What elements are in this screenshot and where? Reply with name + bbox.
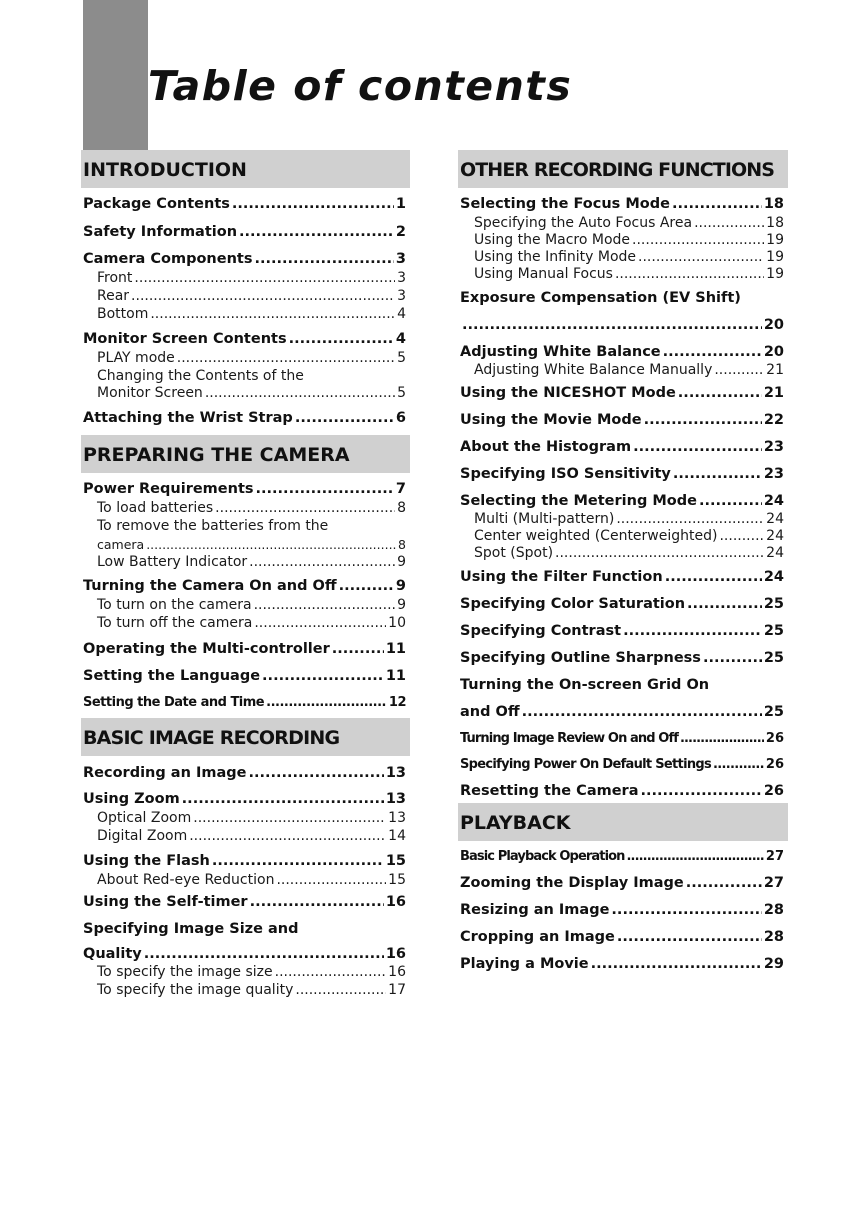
toc-entry-focus-mode[interactable]: Selecting the Focus Mode ..... 18 bbox=[458, 196, 788, 212]
toc-entry-remove-batteries-line1: To remove the batteries from the bbox=[97, 518, 329, 534]
toc-entry-white-balance-manual[interactable]: Adjusting White Balance Manually ..... 21 bbox=[458, 362, 788, 378]
toc-entry-macro-mode[interactable]: Using the Macro Mode ..... 19 bbox=[458, 232, 788, 248]
toc-entry-movie-mode[interactable]: Using the Movie Mode ..... 22 bbox=[458, 412, 788, 428]
toc-entry-center-weighted[interactable]: Center weighted (Centerweighted) ..... 24 bbox=[458, 528, 788, 544]
toc-entry-infinity-mode[interactable]: Using the Infinity Mode ..... 19 bbox=[458, 249, 788, 265]
toc-entry-playing-movie[interactable]: Playing a Movie ..... 29 bbox=[458, 956, 788, 972]
toc-entry-power-requirements[interactable]: Power Requirements ..... 7 bbox=[81, 481, 410, 497]
toc-entry-white-balance[interactable]: Adjusting White Balance ..... 20 bbox=[458, 344, 788, 360]
toc-entry-setting-date-time[interactable]: Setting the Date and Time ..... 12 bbox=[81, 695, 410, 710]
toc-entry-changing-contents-line1: Changing the Contents of the bbox=[97, 368, 304, 384]
section-header-basic: BASIC IMAGE RECORDING bbox=[81, 718, 410, 756]
toc-entry-grid[interactable]: and Off ..... 25 bbox=[458, 704, 788, 720]
toc-entry-using-zoom[interactable]: Using Zoom ..... 13 bbox=[81, 791, 410, 807]
toc-entry-self-timer[interactable]: Using the Self-timer ..... 16 bbox=[81, 894, 410, 910]
toc-entry-basic-playback[interactable]: Basic Playback Operation ..... 27 bbox=[458, 849, 788, 864]
toc-entry-histogram[interactable]: About the Histogram ..... 23 bbox=[458, 439, 788, 455]
toc-entry-power-on-default[interactable]: Specifying Power On Default Settings ..... 26 bbox=[458, 757, 788, 772]
toc-entry-resetting[interactable]: Resetting the Camera ..... 26 bbox=[458, 783, 788, 799]
section-header-other: OTHER RECORDING FUNCTIONS bbox=[458, 150, 788, 188]
gray-page-tab bbox=[83, 0, 148, 150]
toc-entry-attaching-wrist-strap[interactable]: Attaching the Wrist Strap ..... 6 bbox=[81, 410, 410, 426]
toc-entry-low-battery[interactable]: Low Battery Indicator ..... 9 bbox=[81, 554, 410, 570]
toc-entry-turning-on-off[interactable]: Turning the Camera On and Off ..... 9 bbox=[81, 578, 410, 594]
toc-entry-remove-batteries[interactable]: camera ..... 8 bbox=[81, 537, 410, 552]
toc-entry-turn-off[interactable]: To turn off the camera ..... 10 bbox=[81, 615, 410, 631]
section-header-preparing: PREPARING THE CAMERA bbox=[81, 435, 410, 473]
section-header-introduction: INTRODUCTION bbox=[81, 150, 410, 188]
toc-left-column bbox=[81, 150, 410, 998]
toc-entry-outline-sharpness[interactable]: Specifying Outline Sharpness ..... 25 bbox=[458, 650, 788, 666]
toc-entry-iso[interactable]: Specifying ISO Sensitivity ..... 23 bbox=[458, 466, 788, 482]
toc-entry-image-size-line1: Specifying Image Size and bbox=[83, 921, 299, 937]
toc-entry-monitor-screen[interactable]: Monitor Screen ..... 5 bbox=[81, 385, 410, 401]
toc-entry-color-saturation[interactable]: Specifying Color Saturation ..... 25 bbox=[458, 596, 788, 612]
toc-entry-setting-language[interactable]: Setting the Language ..... 11 bbox=[81, 668, 410, 684]
toc-right-column bbox=[458, 150, 788, 972]
toc-entry-exposure[interactable]: ..... 20 bbox=[458, 317, 788, 333]
section-header-playback: PLAYBACK bbox=[458, 803, 788, 841]
toc-entry-front[interactable]: Front ..... 3 bbox=[81, 270, 410, 286]
page-title: Table of contents bbox=[148, 62, 573, 110]
toc-entry-camera-components[interactable]: Camera Components ..... 3 bbox=[81, 251, 410, 267]
toc-entry-exposure-line1: Exposure Compensation (EV Shift) bbox=[460, 290, 741, 306]
toc-entry-spot[interactable]: Spot (Spot) ..... 24 bbox=[458, 545, 788, 561]
toc-entry-specify-quality[interactable]: To specify the image quality ..... 17 bbox=[81, 982, 410, 998]
toc-entry-filter-function[interactable]: Using the Filter Function ..... 24 bbox=[458, 569, 788, 585]
toc-entry-image-review[interactable]: Turning Image Review On and Off ..... 26 bbox=[458, 731, 788, 746]
toc-entry-package-contents[interactable]: Package Contents ..... 1 bbox=[81, 196, 410, 212]
toc-entry-load-batteries[interactable]: To load batteries ..... 8 bbox=[81, 500, 410, 516]
toc-entry-specify-size[interactable]: To specify the image size ..... 16 bbox=[81, 964, 410, 980]
toc-entry-resizing[interactable]: Resizing an Image ..... 28 bbox=[458, 902, 788, 918]
toc-entry-metering-mode[interactable]: Selecting the Metering Mode ..... 24 bbox=[458, 493, 788, 509]
toc-entry-red-eye[interactable]: About Red-eye Reduction ..... 15 bbox=[81, 872, 410, 888]
toc-entry-zooming-display[interactable]: Zooming the Display Image ..... 27 bbox=[458, 875, 788, 891]
toc-entry-grid-line1: Turning the On-screen Grid On bbox=[460, 677, 710, 693]
toc-entry-image-size-quality[interactable]: Quality ..... 16 bbox=[81, 946, 410, 962]
toc-entry-multi-pattern[interactable]: Multi (Multi-pattern) ..... 24 bbox=[458, 511, 788, 527]
toc-entry-recording-image[interactable]: Recording an Image ..... 13 bbox=[81, 765, 410, 781]
toc-entry-monitor-screen-contents[interactable]: Monitor Screen Contents ..... 4 bbox=[81, 331, 410, 347]
toc-entry-safety-information[interactable]: Safety Information ..... 2 bbox=[81, 224, 410, 240]
toc-entry-multi-controller[interactable]: Operating the Multi-controller ..... 11 bbox=[81, 641, 410, 657]
toc-entry-bottom[interactable]: Bottom ..... 4 bbox=[81, 306, 410, 322]
toc-entry-cropping[interactable]: Cropping an Image ..... 28 bbox=[458, 929, 788, 945]
toc-entry-auto-focus-area[interactable]: Specifying the Auto Focus Area ..... 18 bbox=[458, 215, 788, 231]
toc-entry-using-flash[interactable]: Using the Flash ..... 15 bbox=[81, 853, 410, 869]
toc-entry-rear[interactable]: Rear ..... 3 bbox=[81, 288, 410, 304]
toc-entry-play-mode[interactable]: PLAY mode ..... 5 bbox=[81, 350, 410, 366]
toc-entry-niceshot[interactable]: Using the NICESHOT Mode ..... 21 bbox=[458, 385, 788, 401]
toc-entry-turn-on[interactable]: To turn on the camera ..... 9 bbox=[81, 597, 410, 613]
toc-entry-digital-zoom[interactable]: Digital Zoom ..... 14 bbox=[81, 828, 410, 844]
toc-entry-contrast[interactable]: Specifying Contrast ..... 25 bbox=[458, 623, 788, 639]
toc-entry-manual-focus[interactable]: Using Manual Focus ..... 19 bbox=[458, 266, 788, 282]
toc-entry-optical-zoom[interactable]: Optical Zoom ..... 13 bbox=[81, 810, 410, 826]
